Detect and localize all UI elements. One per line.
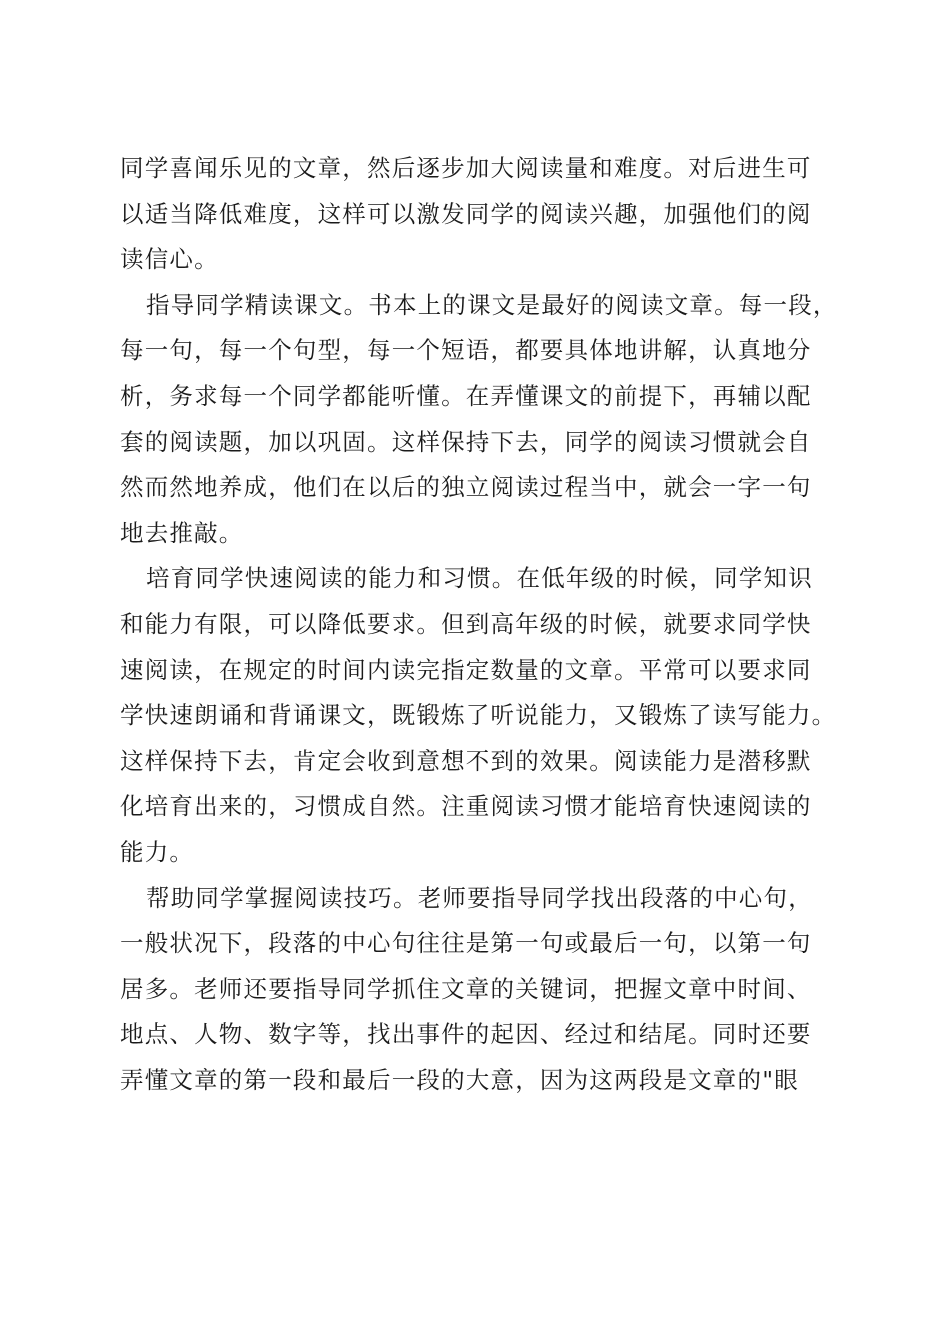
text-line: 指导同学精读课文。书本上的课文是最好的阅读文章。每一段， [146, 290, 838, 319]
text-line: 一般状况下，段落的中心句往往是第一句或最后一句，以第一句 [120, 929, 812, 958]
text-line: 这样保持下去，肯定会收到意想不到的效果。阅读能力是潜移默 [120, 746, 812, 775]
body-text [120, 146, 840, 1103]
text-line: 和能力有限，可以降低要求。但到高年级的时候，就要求同学快 [120, 609, 812, 638]
text-line: 套的阅读题，加以巩固。这样保持下去，同学的阅读习惯就会自 [120, 427, 812, 456]
text-line: 同学喜闻乐见的文章，然后逐步加大阅读量和难度。对后进生可 [120, 154, 812, 182]
paragraph-1 [120, 146, 840, 283]
text-line: 地点、人物、数字等，找出事件的起因、经过和结尾。同时还要 [120, 1020, 812, 1049]
paragraph-2 [120, 283, 840, 557]
text-line: 速阅读，在规定的时间内读完指定数量的文章。平常可以要求同 [120, 655, 812, 684]
text-line: 析，务求每一个同学都能听懂。在弄懂课文的前提下，再辅以配 [120, 381, 812, 410]
paragraph-4 [120, 876, 840, 1104]
text-line: 地去推敲。 [120, 518, 244, 547]
text-line: 以适当降低难度，这样可以激发同学的阅读兴趣，加强他们的阅 [120, 199, 812, 228]
text-line: 读信心。 [120, 245, 219, 274]
text-line: 能力。 [120, 837, 195, 866]
text-line: 培育同学快速阅读的能力和习惯。在低年级的时候，同学知识 [146, 564, 813, 593]
text-line: 化培育出来的，习惯成自然。注重阅读习惯才能培育快速阅读的 [120, 792, 812, 821]
text-line: 然而然地养成，他们在以后的独立阅读过程当中，就会一字一句 [120, 473, 812, 502]
paragraph-3 [120, 556, 840, 875]
text-line: 学快速朗诵和背诵课文，既锻炼了听说能力，又锻炼了读写能力。 [120, 701, 837, 730]
text-line: 每一句，每一个句型，每一个短语，都要具体地讲解，认真地分 [120, 336, 812, 365]
text-line: 居多。老师还要指导同学抓住文章的关键词，把握文章中时间、 [120, 974, 812, 1003]
text-line: 帮助同学掌握阅读技巧。老师要指导同学找出段落的中心句， [146, 883, 813, 912]
text-line: 弄懂文章的第一段和最后一段的大意，因为这两段是文章的"眼 [120, 1065, 799, 1094]
